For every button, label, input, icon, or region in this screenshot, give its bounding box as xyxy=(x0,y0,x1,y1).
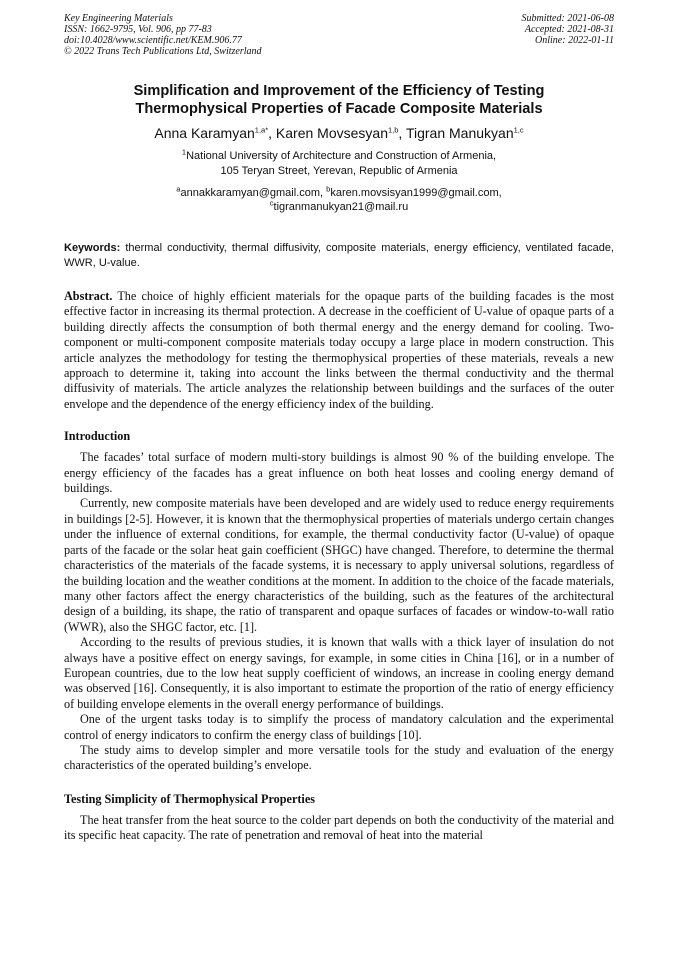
intro-paragraph: According to the results of previous studies, it is known that walls with a thick layer of insulation do not always have a positive effect on energy savings, for example, in some cities in China [16], or in a number of European countries, due to the low heat supply coefficient of windows, an increase in cooling energy demand was observed [16]. Consequently, it is also important to estimate the proportion of the ratio of energy efficiency of building envelope elements in the overall energy performance of buildings. xyxy=(64,635,614,711)
email-sup: c xyxy=(269,198,274,208)
keywords xyxy=(64,241,614,271)
affiliation-sup: 1 xyxy=(181,147,187,157)
keywords-text: thermal conductivity, thermal diffusivity, composite materials, energy efficiency, ventilated facade, WWR, U-value. xyxy=(64,242,614,269)
author-emails: $^a$annakkaramyan@gmail.com, $^b$karen.movsisyan1999@gmail.com, $^c$tigranmanukyan21@mail.ru xyxy=(176,184,502,213)
email-link[interactable]: annakkaramyan@gmail.com xyxy=(180,187,321,199)
journal-doi: doi:10.4028/www.scientific.net/KEM.906.77 xyxy=(64,35,242,46)
author-name: Tigran Manukyan xyxy=(405,125,514,141)
section-heading-testing: Testing Simplicity of Thermophysical Properties xyxy=(64,791,315,806)
author-list: Anna Karamyan$^{1,a*}$, Karen Movsesyan$^{1,b}$, Tigran Manukyan$^{1,c}$ xyxy=(154,125,524,141)
email-link[interactable]: tigranmanukyan21@mail.ru xyxy=(273,201,409,213)
author-sup: 1,c xyxy=(513,125,524,135)
testing-paragraph: The heat transfer from the heat source to the colder part depends on both the conductivity of the material and its specific heat capacity. The rate of penetration and removal of heat into the material xyxy=(64,812,614,843)
submission-dates xyxy=(522,13,615,46)
author-sup: 1,b xyxy=(387,125,399,135)
accepted-date: Accepted: 2021-08-31 xyxy=(524,24,614,35)
journal-issn: ISSN: 1662-9795, Vol. 906, pp 77-83 xyxy=(64,24,212,35)
journal-info xyxy=(64,13,262,57)
author-sup: 1,a* xyxy=(254,125,269,135)
intro-paragraph: The facades’ total surface of modern multi-story buildings is almost 90 % of the building envelope. The energy efficiency of the facades has a great influence on both heat losses and cooling energy demand of buildings. xyxy=(64,450,614,496)
online-date: Online: 2022-01-11 xyxy=(535,35,614,46)
email-link[interactable]: karen.movsisyan1999@gmail.com xyxy=(330,187,499,199)
author-name: Karen Movsesyan xyxy=(275,125,388,141)
abstract-label: Abstract. xyxy=(64,289,113,303)
section-heading-introduction: Introduction xyxy=(64,429,131,444)
title-line-1: Simplification and Improvement of the Efficiency of Testing xyxy=(133,83,545,99)
intro-paragraph: Currently, new composite materials have been developed and are widely used to reduce energy requirements in buildings [2-5]. However, it is known that the thermophysical properties of materials undergo certain changes under the influence of external conditions, for example, the thermal conductivity factor (U-value) of opaque parts of the facade or the solar heat gain coefficient (SHGC) have changed. Therefore, to determine the thermal characteristics of the materials of the facade systems, it is necessary to apply universal solutions, regardless of the building location and the weather conditions at the moment. In addition to the choice of the facade materials, many other factors affect the energy characteristics of the building, such as the features of the architectural design of a building, its shape, the ratio of transparent and opaque surfaces of facades or window-to-wall ratio (WWR), also the SHGC factor, etc. [1]. xyxy=(64,496,614,634)
paper-title xyxy=(64,82,614,118)
author-name: Anna Karamyan xyxy=(154,125,255,141)
affiliation-line-1: National University of Architecture and Construction of Armenia, xyxy=(186,150,497,162)
affiliation xyxy=(64,149,614,179)
abstract-text: The choice of highly efficient materials for the opaque parts of the building facades is the most effective factor in increasing its thermal protection. A decrease in the coefficient of U-value of opaque parts of a building directly affects the consumption of both thermal energy and the energy demand for cooling. Two-component or multi-component composite materials today occupy a large place in modern construction. This article analyzes the methodology for testing the thermophysical properties of these materials, reveals a new approach to determine it, taking into account the links between the thermal conductivity and the thermal diffusivity of materials. The article analyzes the relationship between buildings and the surfaces of the outer envelope and the dependence of the energy efficiency index of the building. xyxy=(64,289,615,411)
keywords-label: Keywords: xyxy=(64,242,121,254)
submitted-date: Submitted: 2021-06-08 xyxy=(521,13,614,24)
affiliation-line-2: 105 Teryan Street, Yerevan, Republic of Armenia xyxy=(220,165,458,177)
email-sup: a xyxy=(176,184,181,194)
email-sup: b xyxy=(326,184,331,194)
title-line-2: Thermophysical Properties of Facade Composite Materials xyxy=(135,101,543,117)
intro-paragraph: One of the urgent tasks today is to simplify the process of mandatory calculation and the experimental control of energy indicators to confirm the energy class of buildings [10]. xyxy=(64,712,614,742)
paper-content xyxy=(64,82,614,844)
intro-paragraph: The study aims to develop simpler and more versatile tools for the study and evaluation of the energy characteristics of the operated building’s envelope. xyxy=(64,742,614,773)
journal-name: Key Engineering Materials xyxy=(64,13,173,24)
journal-copyright: © 2022 Trans Tech Publications Ltd, Switzerland xyxy=(64,46,262,57)
abstract xyxy=(64,289,614,412)
